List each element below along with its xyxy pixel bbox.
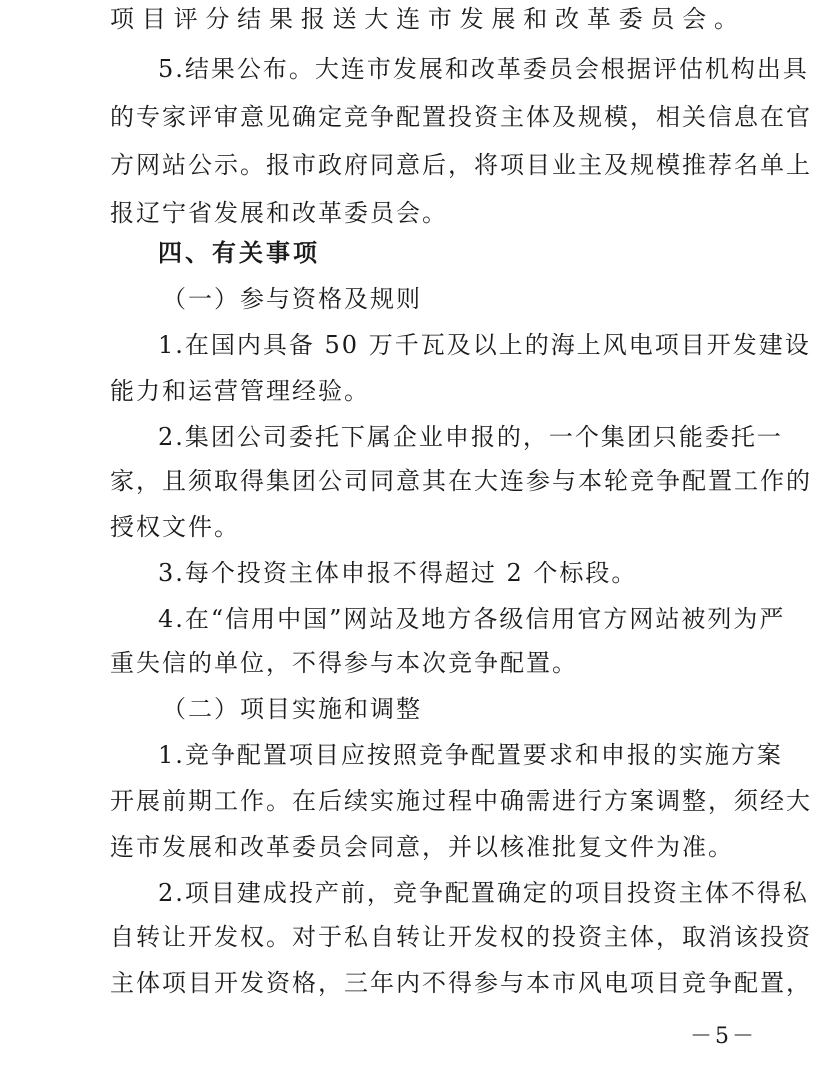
body-line: 1.在国内具备 50 万千瓦及以上的海上风电项目开发建设	[158, 331, 811, 359]
page-number: －5－	[690, 1024, 757, 1049]
body-line: 能力和运营管理经验。	[110, 377, 370, 405]
body-line: 连市发展和改革委员会同意，并以核准批复文件为准。	[110, 833, 734, 861]
body-line: 的专家评审意见确定竞争配置投资主体及规模，相关信息在官	[110, 103, 812, 131]
body-line: 家，且须取得集团公司同意其在大连参与本轮竞争配置工作的	[110, 467, 812, 495]
body-line: 自转让开发权。对于私自转让开发权的投资主体，取消该投资	[110, 923, 812, 951]
subsection-heading: （一）参与资格及规则	[162, 285, 422, 313]
body-line: 4.在“信用中国”网站及地方各级信用官方网站被列为严	[158, 605, 786, 633]
body-line: 1.竞争配置项目应按照竞争配置要求和申报的实施方案	[158, 741, 783, 769]
body-line: 2.集团公司委托下属企业申报的，一个集团只能委托一	[158, 423, 783, 451]
body-line: 重失信的单位，不得参与本次竞争配置。	[110, 649, 578, 677]
body-line: 项目评分结果报送大连市发展和改革委员会。	[110, 5, 740, 33]
body-line: 2.项目建成投产前，竞争配置确定的项目投资主体不得私	[158, 879, 809, 907]
body-line: 授权文件。	[110, 513, 240, 541]
body-line: 3.每个投资主体申报不得超过 2 个标段。	[158, 559, 638, 587]
body-line: 报辽宁省发展和改革委员会。	[110, 199, 448, 227]
subsection-heading: （二）项目实施和调整	[162, 695, 422, 723]
body-line: 开展前期工作。在后续实施过程中确需进行方案调整，须经大	[110, 787, 812, 815]
section-heading: 四、有关事项	[158, 239, 320, 267]
body-line: 主体项目开发资格，三年内不得参与本市风电项目竞争配置，	[110, 969, 812, 997]
body-line: 方网站公示。报市政府同意后，将项目业主及规模推荐名单上	[110, 151, 812, 179]
body-line: 5.结果公布。大连市发展和改革委员会根据评估机构出具	[158, 55, 809, 83]
